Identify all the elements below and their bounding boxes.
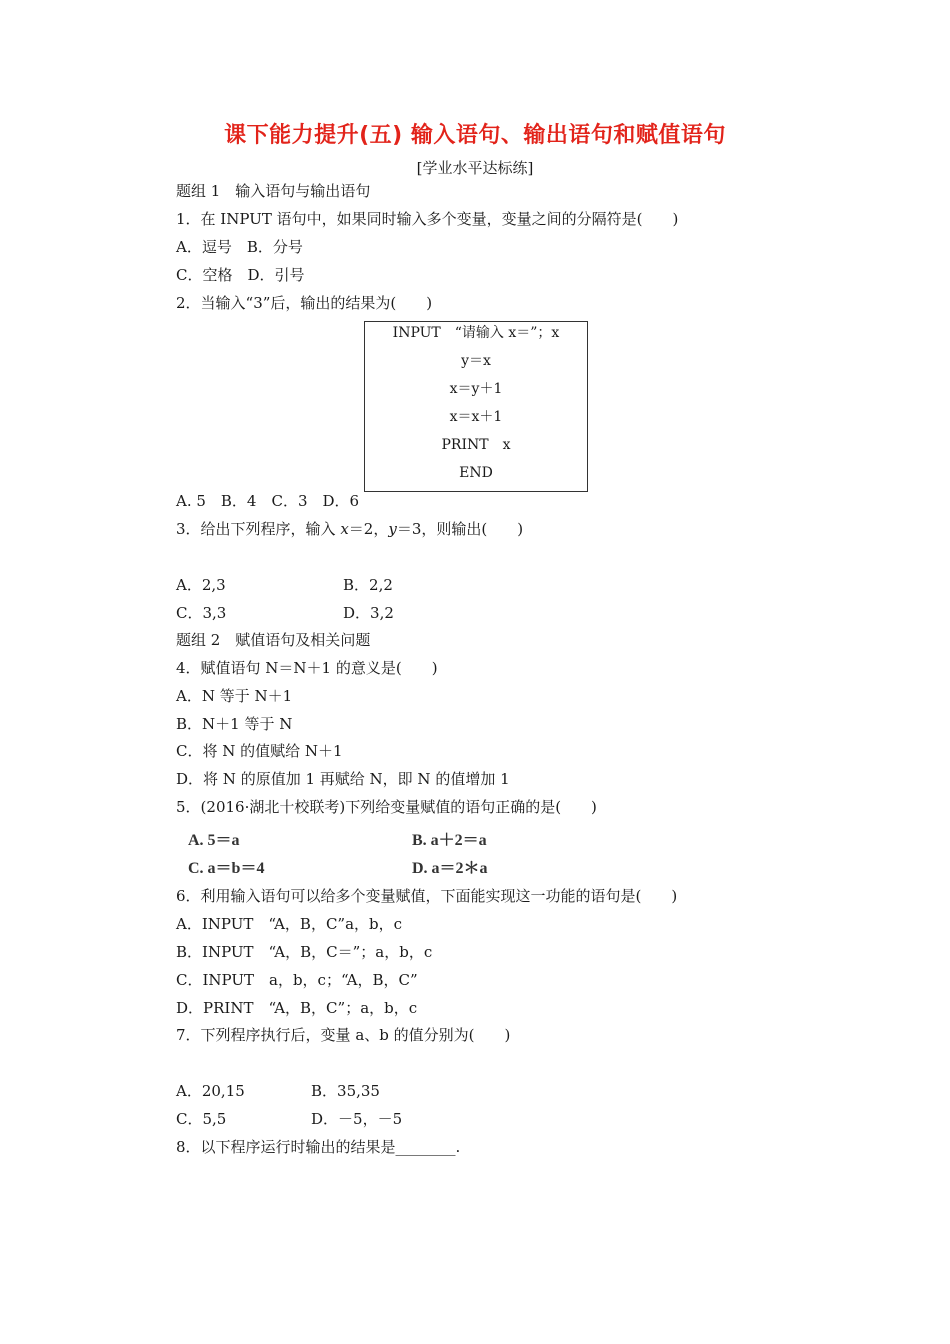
question-4-stem: 4．赋值语句 N＝N＋1 的意义是( ) (176, 659, 438, 677)
variable-x: x (340, 520, 349, 538)
question-3-option-b: B．2,2 (343, 576, 393, 594)
question-7-stem: 7．下列程序执行后，变量 a、b 的值分别为( ) (176, 1026, 511, 1044)
question-2-options: A. 5 B．4 C．3 D．6 (176, 492, 360, 510)
question-1-options-ab: A．逗号 B．分号 (176, 238, 303, 256)
group-heading-1: 题组 1 输入语句与输出语句 (176, 182, 371, 200)
variable-y: y (388, 520, 397, 538)
question-5-stem: 5．(2016·湖北十校联考)下列给变量赋值的语句正确的是( ) (176, 798, 597, 816)
question-5-option-d: D. a＝2＊a (412, 860, 488, 877)
code-line: END (459, 465, 493, 481)
question-7-option-d: D．－5，－5 (311, 1110, 403, 1128)
question-3-option-c: C．3,3 (176, 604, 227, 622)
code-line: x＝x＋1 (449, 409, 503, 425)
question-4-option-c: C．将 N 的值赋给 N＋1 (176, 742, 343, 760)
question-6-stem: 6．利用输入语句可以给多个变量赋值，下面能实现这一功能的语句是( ) (176, 887, 678, 905)
question-7-option-b: B．35,35 (311, 1082, 380, 1100)
question-1-stem: 1．在 INPUT 语句中，如果同时输入多个变量，变量之间的分隔符是( ) (176, 210, 679, 228)
section-subtitle: [学业水平达标练] (416, 159, 534, 177)
code-line: x＝y＋1 (449, 381, 503, 397)
question-3-stem-text: ＝3，则输出( ) (396, 520, 524, 538)
question-6-option-a: A．INPUT “A，B，C”a，b，c (176, 915, 403, 933)
question-7-option-a: A．20,15 (176, 1082, 245, 1100)
question-6-option-b: B．INPUT “A，B，C＝”；a，b，c (176, 943, 433, 961)
question-2-stem: 2．当输入“3”后，输出的结果为( ) (176, 294, 433, 312)
question-5-option-a: A. 5＝a (188, 832, 240, 849)
code-line: INPUT “请输入 x＝”；x (392, 325, 560, 341)
question-3-stem (176, 519, 523, 539)
code-line: y＝x (461, 353, 491, 369)
code-line: PRINT x (441, 437, 511, 453)
question-4-option-b: B．N＋1 等于 N (176, 715, 293, 733)
question-8-stem: 8．以下程序运行时输出的结果是________. (176, 1138, 461, 1156)
question-5-option-c: C. a＝b＝4 (188, 860, 265, 877)
question-3-stem-text: 3．给出下列程序，输入 (176, 520, 341, 538)
question-3-option-d: D．3,2 (343, 604, 394, 622)
question-3-stem-text: ＝2， (348, 520, 389, 538)
question-5-option-b: B. a＋2＝a (412, 832, 487, 849)
question-6-option-d: D．PRINT “A，B，C”；a，b，c (176, 999, 418, 1017)
page-title: 课下能力提升(五) 输入语句、输出语句和赋值语句 (224, 123, 726, 148)
program-code-box (364, 321, 588, 492)
question-7-option-c: C．5,5 (176, 1110, 227, 1128)
question-6-option-c: C．INPUT a，b，c；“A，B，C” (176, 971, 418, 989)
question-1-options-cd: C．空格 D．引号 (176, 266, 305, 284)
question-4-option-a: A．N 等于 N＋1 (176, 687, 293, 705)
question-4-option-d: D．将 N 的原值加 1 再赋给 N，即 N 的值增加 1 (176, 770, 510, 788)
question-3-option-a: A．2,3 (176, 576, 226, 594)
group-heading-2: 题组 2 赋值语句及相关问题 (176, 631, 371, 649)
